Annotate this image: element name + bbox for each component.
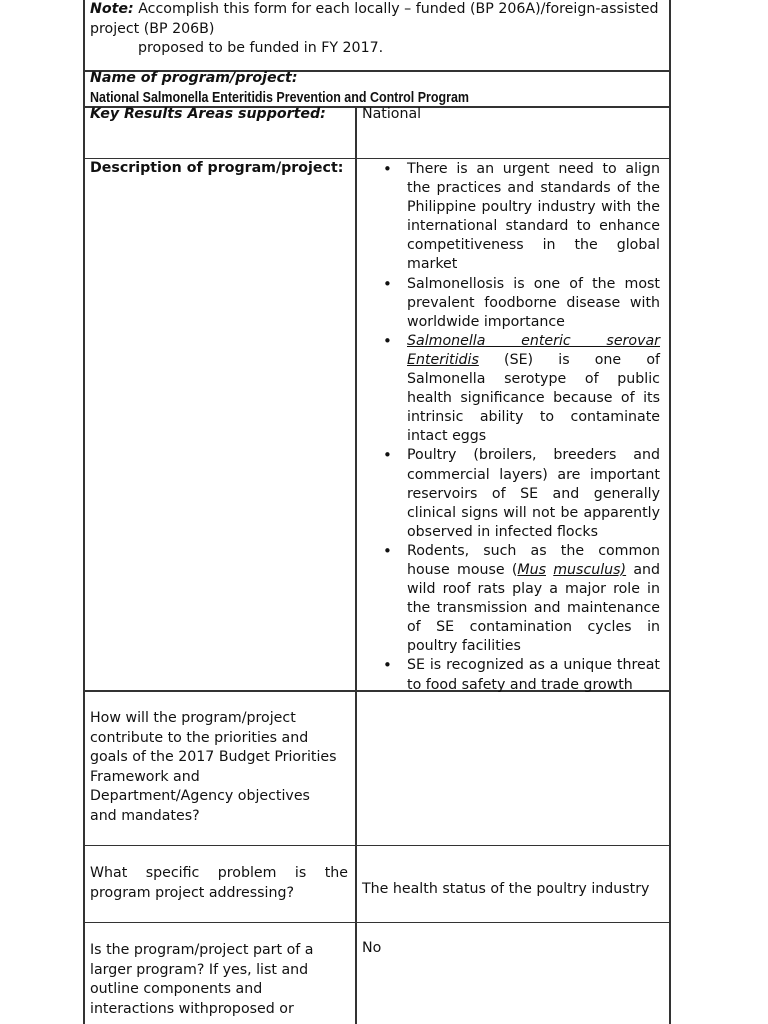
form-note <box>90 0 662 59</box>
mus-term: Mus <box>517 561 546 578</box>
description-bullet: • Salmonellosis is one of the most prevalent foodborne disease with worldwide importance <box>380 275 660 332</box>
key-results-value: National <box>362 106 422 122</box>
description-bullet: • There is an urgent need to align the practices and standards of the Philippine poultry industry with the international standard to enhance competitiveness in the global market <box>380 160 660 275</box>
note-text-continued: proposed to be funded in FY 2017. <box>138 40 384 56</box>
contribution-question: How will the program/project contribute to the priorities and goals of the 2017 Budget Priorities Framework and Department/Agency objectives and mandates? <box>90 710 337 824</box>
bullet5-text-b: and wild roof rats play a major role in the transmission and maintenance of SE contamination cycles in poultry facilities <box>407 561 661 655</box>
larger-program-answer[interactable]: No <box>362 940 382 956</box>
description-bullet <box>380 542 660 657</box>
bullet3-text: (SE) is one of Salmonella serotype of public health significance because of its intrinsic ability to contaminate intact eggs <box>407 351 660 445</box>
serovar-term: enteric serovar <box>485 332 660 349</box>
problem-answer[interactable]: The health status of the poultry industry <box>362 881 650 897</box>
description-bullet <box>380 332 660 447</box>
larger-program-question: Is the program/project part of a larger program? If yes, list and outline components and interactions withproposed or <box>90 942 314 1017</box>
problem-question: What specific problem is the program project addressing? <box>90 865 348 901</box>
bullet5-text-a: Rodents, such as the common house mouse ( <box>407 542 660 578</box>
key-results-label: Key Results Areas supported: <box>90 106 326 122</box>
salmonella-term: Salmonella <box>407 332 486 349</box>
musculus-term: musculus) <box>553 561 627 578</box>
description-bullet-list <box>380 160 660 695</box>
program-name-label: Name of program/project: <box>90 70 298 86</box>
enteritidis-term: Enteritidis <box>407 351 479 368</box>
description-bullet: • Poultry (broilers, breeders and commercial layers) are important reservoirs of SE and generally clinical signs will not be apparently observed in infected flocks <box>380 446 660 541</box>
description-label: Description of program/project: <box>90 160 344 176</box>
note-label: Note: <box>90 1 134 17</box>
description-bullet: • SE is recognized as a unique threat to food safety and trade growth <box>380 656 660 694</box>
note-text: Accomplish this form for each locally – funded (BP 206A)/foreign-assisted project (BP 206B) <box>90 1 659 37</box>
program-name-value: National Salmonella Enteritidis Prevention and Control Program <box>90 90 470 106</box>
